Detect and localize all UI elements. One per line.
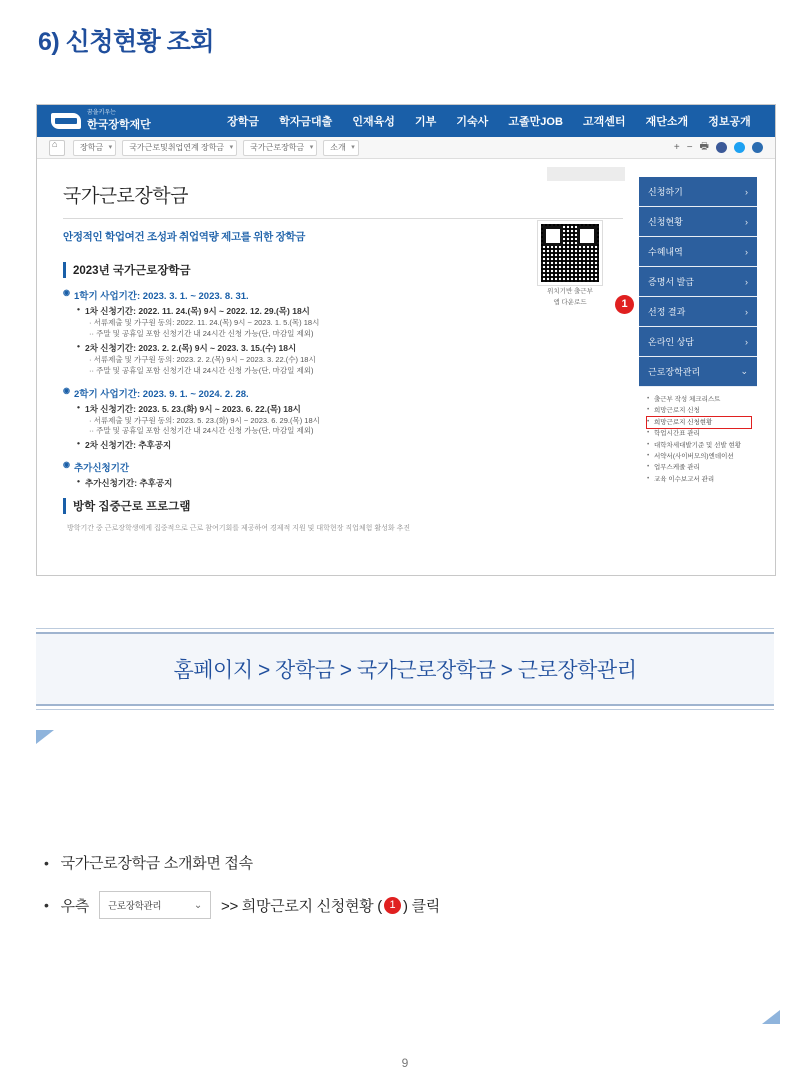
breadcrumb-select-2[interactable]: 국가근로및취업연계 장학금 ▾ xyxy=(122,140,237,156)
zoom-out-icon[interactable]: − xyxy=(686,142,693,153)
page-title: 6) 신청현황 조회 xyxy=(38,28,215,56)
submenu-item-training-report[interactable]: • 교육 이수보고서 관리 xyxy=(647,474,751,485)
period-block-3-item-1: • 추가신청기간: 추후공지 xyxy=(77,477,757,489)
chevron-right-icon: › xyxy=(745,276,748,287)
nav-item-talent[interactable]: 인재육성 xyxy=(352,116,395,128)
breadcrumb-select-1[interactable]: 장학금 ▾ xyxy=(73,140,116,156)
decorative-triangle xyxy=(36,730,54,744)
qr-block xyxy=(533,221,607,308)
submenu-item-apply-workplace[interactable]: • 희망근로지 신청 xyxy=(647,405,751,416)
site-logo[interactable] xyxy=(51,110,201,133)
graduation-cap-icon xyxy=(51,113,81,129)
content-heading: 국가근로장학금 xyxy=(63,186,188,207)
instruction-text-2-post: ) 클릭 xyxy=(402,897,440,915)
twitter-icon[interactable] xyxy=(734,142,745,153)
menu-item-benefit-history[interactable] xyxy=(639,237,757,267)
list-item xyxy=(44,852,744,873)
program-note: 방학기간 중 근로장학생에게 집중적으로 근로 참여기회를 제공하여 경제적 지원 및 대학현장 직업체험 활성화 추진 xyxy=(67,525,411,533)
facebook-icon[interactable] xyxy=(716,142,727,153)
menu-item-work-scholarship-management-label: 근로장학관리 xyxy=(648,367,701,377)
chevron-right-icon: › xyxy=(745,306,748,317)
menu-item-application-status-label: 신청현황 xyxy=(648,217,683,227)
nav-item-job[interactable]: 고졸만JOB xyxy=(508,116,563,128)
menu-item-apply-label: 신청하기 xyxy=(648,187,683,197)
chevron-right-icon: › xyxy=(745,216,748,227)
program-title: 방학 집중근로 프로그램 xyxy=(63,498,757,514)
step-badge: 1 xyxy=(384,897,401,914)
breadcrumb-banner-text: 홈페이지 > 장학금 > 국가근로장학금 > 근로장학관리 xyxy=(173,659,637,682)
site-top-nav xyxy=(37,105,775,137)
section-title: 2023년 국가근로장학금 xyxy=(63,262,757,278)
nav-item-info-disclosure[interactable]: 정보공개 xyxy=(708,116,751,128)
submenu-list xyxy=(639,387,757,492)
qr-code-icon xyxy=(538,221,602,285)
chevron-down-icon: ⌄ xyxy=(740,366,748,376)
period-block-1-item-2-note-2: ·· 주말 및 공휴일 포함 신청기간 내 24시간 신청 가능(단, 마감일 제외) xyxy=(89,365,314,375)
period-block-1-item-1: • 1차 신청기간: 2022. 11. 24.(목) 9시 ~ 2022. 12. 29.(목) 18시 xyxy=(77,305,757,317)
menu-item-work-scholarship-management[interactable] xyxy=(639,357,757,387)
menu-item-online-consult[interactable] xyxy=(639,327,757,357)
menu-item-online-consult-label: 온라인 상담 xyxy=(648,337,694,347)
print-icon[interactable]: 🖶 xyxy=(699,141,709,152)
right-side-menu xyxy=(621,177,757,492)
menu-item-apply[interactable] xyxy=(639,177,757,207)
period-block-1-title: ◉ 1학기 사업기간: 2023. 3. 1. ~ 2023. 8. 31. xyxy=(63,288,757,302)
bullet-icon: • xyxy=(44,897,49,913)
instruction-text-1: 국가근로장학금 소개화면 접속 xyxy=(60,855,253,872)
zoom-in-icon[interactable]: + xyxy=(673,142,680,153)
nav-item-dormitory[interactable]: 기숙사 xyxy=(456,116,489,128)
period-block-3-title: ◉ 추가신청기간 xyxy=(63,460,757,474)
submenu-item-timetable[interactable]: • 학업시간표 관리 xyxy=(647,428,751,439)
period-block-2-title: ◉ 2학기 사업기간: 2023. 9. 1. ~ 2024. 2. 28. xyxy=(63,386,757,400)
period-block-1-item-1-note-1: · 서류제출 및 가구원 동의: 2022. 11. 24.(목) 9시 ~ 2023. 1. 5.(목) 18시 xyxy=(89,318,320,327)
masked-area xyxy=(547,167,625,181)
period-block-2-item-2: • 2차 신청기간: 추후공지 xyxy=(77,439,757,451)
submenu-item-agreement[interactable]: • 서약서(사이버모의)엔데이션 xyxy=(647,451,751,462)
decorative-corner-triangle xyxy=(762,1010,780,1024)
utility-tools xyxy=(674,139,763,156)
qr-caption-line-1: 위치기반 출근부 xyxy=(547,288,593,295)
nav-item-scholarship[interactable]: 장학금 xyxy=(227,116,259,128)
breadcrumb-bar xyxy=(37,137,775,159)
home-icon[interactable] xyxy=(49,140,65,156)
menu-item-selection-result[interactable] xyxy=(639,297,757,327)
nav-item-about[interactable]: 재단소개 xyxy=(645,116,689,128)
chevron-down-icon: ⌄ xyxy=(193,899,202,911)
work-scholarship-management-button-label: 근로장학관리 xyxy=(108,901,162,912)
instruction-text-2-pre: 우측 xyxy=(60,897,89,915)
nav-item-donation[interactable]: 기부 xyxy=(414,116,437,128)
instruction-text-2-mid: >> 희망근로지 신청현황 ( xyxy=(221,897,382,915)
breadcrumb-select-4[interactable]: 소개 ▾ xyxy=(323,140,358,156)
website-screenshot xyxy=(36,104,776,576)
nav-item-customer-center[interactable]: 고객센터 xyxy=(583,116,626,128)
breadcrumb-banner xyxy=(36,632,774,706)
period-block-1-item-2: • 2차 신청기간: 2023. 2. 2.(목) 9시 ~ 2023. 3. 15.(수) 18시 xyxy=(77,342,757,354)
breadcrumb-select-3[interactable]: 국가근로장학금 ▾ xyxy=(243,140,317,156)
chevron-right-icon: › xyxy=(745,246,748,257)
menu-item-application-status[interactable] xyxy=(639,207,757,237)
submenu-item-checklist[interactable]: • 출근부 작성 체크리스트 xyxy=(647,394,751,405)
work-scholarship-management-button[interactable] xyxy=(99,891,211,919)
submenu-item-work-schedule[interactable]: • 업무스케줄 관리 xyxy=(647,462,751,473)
heading-divider xyxy=(63,218,623,219)
submenu-item-selection-criteria[interactable]: • 대학차세대발기준 및 선발 현황 xyxy=(647,440,751,451)
menu-item-certificate[interactable] xyxy=(639,267,757,297)
menu-item-benefit-history-label: 수혜내역 xyxy=(648,247,683,257)
list-item xyxy=(44,891,744,919)
page-content xyxy=(37,159,775,575)
period-block-2-item-1-note-1: · 서류제출 및 가구원 동의: 2023. 5. 23.(화) 9시 ~ 2023. 6. 29.(목) 18시 xyxy=(89,415,320,425)
logo-subtitle: 꿈을키우는 xyxy=(87,109,116,116)
instruction-list xyxy=(44,852,744,937)
page-number: 9 xyxy=(401,1056,409,1070)
period-block-2-item-1-note-2: ·· 주말 및 공휴일 포함 신청기간 내 24시간 신청 가능(단, 마감일 제외) xyxy=(89,426,314,436)
logo-title: 한국장학재단 xyxy=(87,119,151,132)
nav-item-student-loan[interactable]: 학자금대출 xyxy=(279,116,333,128)
qr-caption-line-2: 앱 다운로드 xyxy=(553,299,587,307)
chevron-right-icon: › xyxy=(745,336,748,347)
chevron-right-icon: › xyxy=(745,186,748,197)
site-nav-items xyxy=(201,113,761,129)
period-block-1-item-1-note-2: ·· 주말 및 공휴일 포함 신청기간 내 24시간 신청 가능(단, 마감일 제외) xyxy=(89,328,314,338)
menu-item-certificate-label: 증명서 발급 xyxy=(648,277,694,287)
period-block-2-item-1: • 1차 신청기간: 2023. 5. 23.(화) 9시 ~ 2023. 6. 22.(목) 18시 xyxy=(77,403,757,415)
step-callout-badge: 1 xyxy=(615,295,634,314)
menu-item-selection-result-label: 선정 결과 xyxy=(648,307,686,317)
blog-icon[interactable] xyxy=(752,142,763,153)
bullet-icon: • xyxy=(44,854,49,871)
period-block-1-item-2-note-1: · 서류제출 및 가구원 동의: 2023. 2. 2.(목) 9시 ~ 2023. 3. 22.(수) 18시 xyxy=(89,354,316,364)
content-lead: 안정적인 학업여건 조성과 취업역량 제고를 위한 장학금 xyxy=(63,231,306,243)
submenu-item-workplace-application-status[interactable]: • 희망근로지 신청현황 xyxy=(647,417,751,428)
